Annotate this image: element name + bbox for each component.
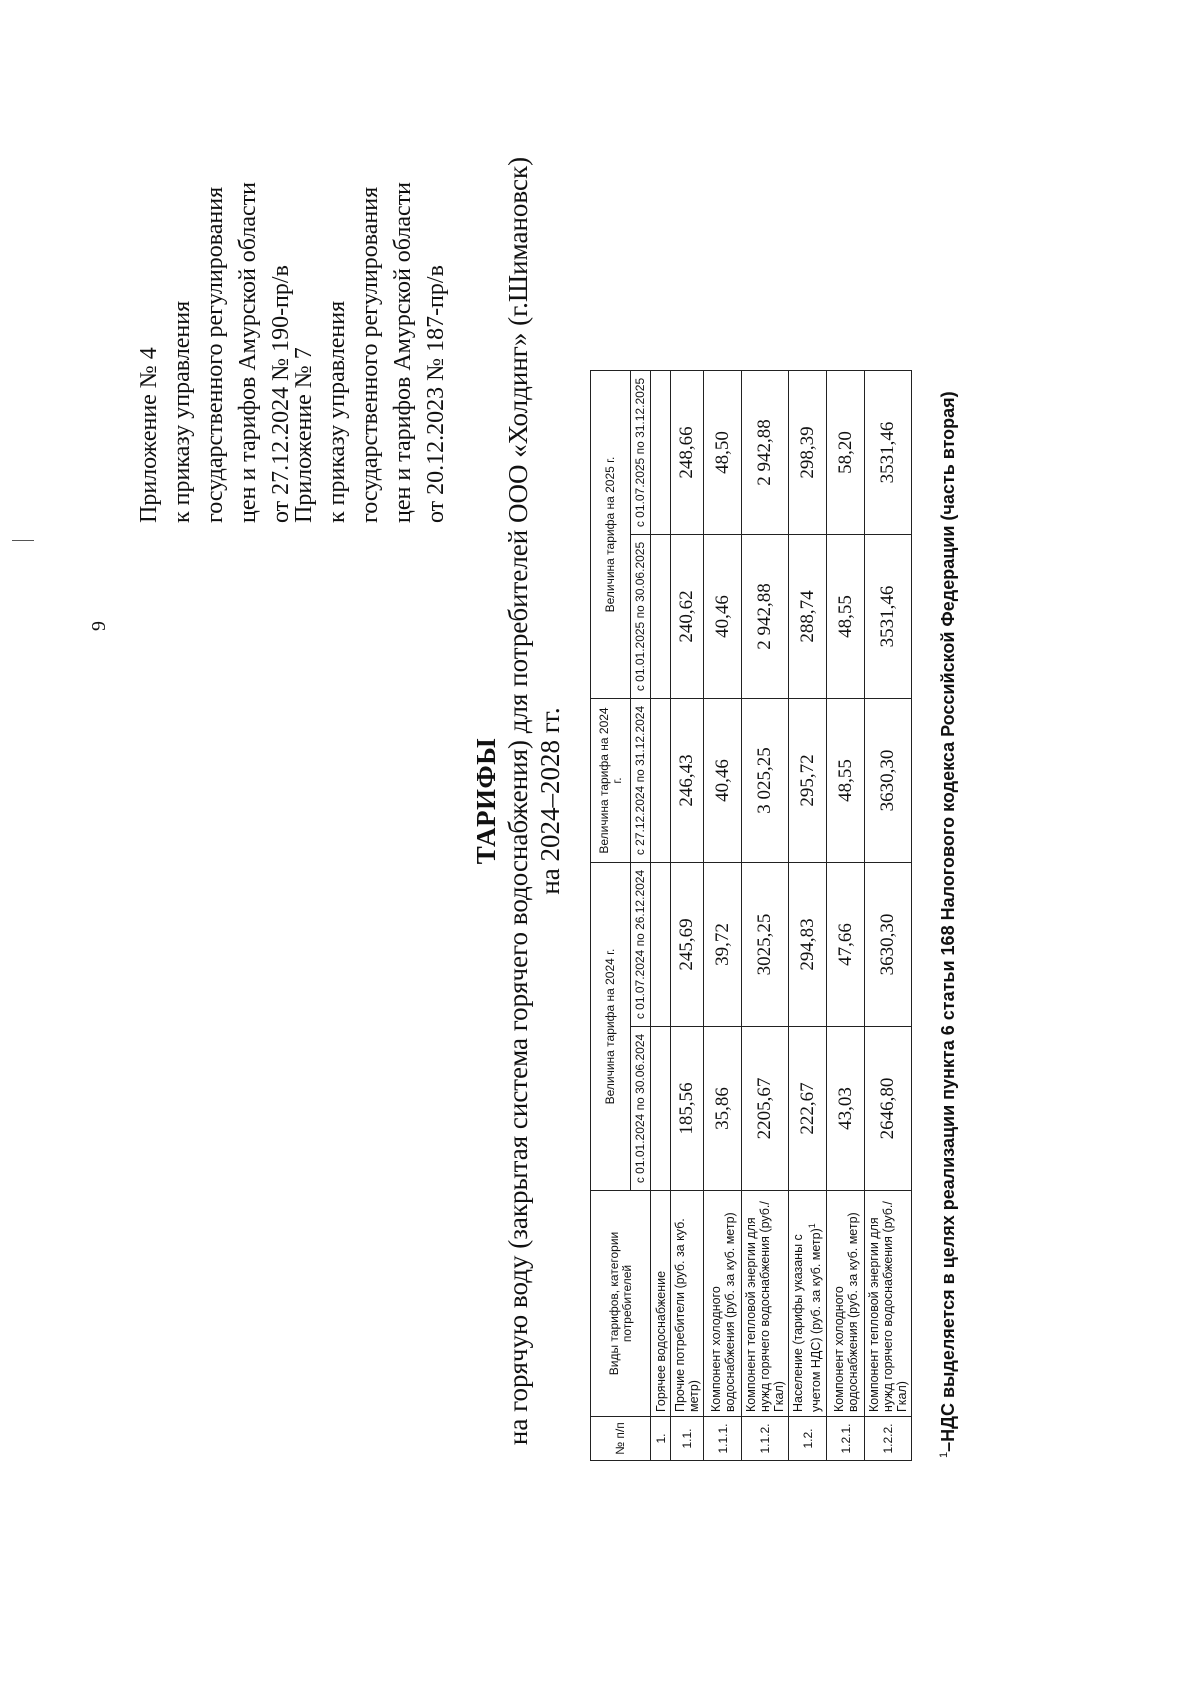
footnote-mark: 1: [938, 1451, 950, 1458]
tariff-cell: 58,20: [827, 371, 865, 535]
row-label: Прочие потребители (руб. за куб. метр): [671, 1191, 704, 1417]
tariff-cell: [651, 699, 671, 863]
row-label: Компонент тепловой энергии для нужд горячего водоснабжения (руб./Гкал): [865, 1191, 912, 1417]
tariff-cell: 48,55: [827, 535, 865, 699]
footnote-marker: 1: [807, 1223, 818, 1229]
tariff-cell: [651, 371, 671, 535]
tariff-cell: 248,66: [671, 371, 704, 535]
tariff-cell: 185,56: [671, 1027, 704, 1191]
appendix-line: от 20.12.2023 № 187-пр/в: [423, 265, 449, 523]
row-number: 1.1.1.: [704, 1417, 742, 1461]
header-group-2024-a: Величина тарифа на 2024 г.: [591, 863, 631, 1191]
table-row: [671, 371, 704, 1461]
header-period: с 01.07.2025 по 31.12.2025: [631, 371, 651, 535]
tariff-cell: 245,69: [671, 863, 704, 1027]
title-subtitle: на горячую воду (закрытая система горячего водоснабжения) для потребителей ООО «Холдинг» (г.Шимановск): [503, 156, 533, 1446]
row-label: Население (тарифы указаны с учетом НДС) (руб. за куб. метр): [791, 1228, 824, 1412]
appendix-line: к приказу управления: [324, 300, 350, 523]
row-number: 1.: [651, 1417, 671, 1461]
tariff-cell: 295,72: [789, 699, 827, 863]
tariff-cell: 2 942,88: [742, 371, 789, 535]
tariff-cell: 3025,25: [742, 863, 789, 1027]
header-group-2025: Величина тарифа на 2025 г.: [591, 371, 631, 699]
row-number: 1.2.2.: [865, 1417, 912, 1461]
tariff-cell: [651, 863, 671, 1027]
appendix-line: цен и тарифов Амурской области: [390, 181, 416, 523]
table-row: [827, 371, 865, 1461]
page-number: 9: [88, 621, 110, 631]
tariff-cell: 40,46: [704, 699, 742, 863]
tariff-cell: 3630,30: [865, 863, 912, 1027]
tariff-cell: 39,72: [704, 863, 742, 1027]
tariff-cell: 48,50: [704, 371, 742, 535]
tariff-cell: 3 025,25: [742, 699, 789, 863]
table-row: [651, 371, 671, 1461]
margin-mark: [12, 540, 34, 541]
table-row: [789, 371, 827, 1461]
tariff-cell: 2205,67: [742, 1027, 789, 1191]
header-period: с 01.01.2024 по 30.06.2024: [631, 1027, 651, 1191]
header-group-2024-b: Величина тарифа на 2024 г.: [591, 699, 631, 863]
tariff-cell: 240,62: [671, 535, 704, 699]
tariff-cell: 294,83: [789, 863, 827, 1027]
appendix-line: государственного регулирования: [357, 186, 383, 523]
tariff-cell: [651, 535, 671, 699]
header-category: Виды тарифов, категории потребителей: [591, 1191, 651, 1417]
row-number: 1.1.2.: [742, 1417, 789, 1461]
row-label: Компонент холодного водоснабжения (руб. за куб. метр): [704, 1191, 742, 1417]
header-number: № п/п: [591, 1417, 651, 1461]
tariff-cell: 48,55: [827, 699, 865, 863]
tariff-cell: 2 942,88: [742, 535, 789, 699]
tariff-cell: 3531,46: [865, 371, 912, 535]
tariff-cell: 3630,30: [865, 699, 912, 863]
table-row: [704, 371, 742, 1461]
row-number: 1.1.: [671, 1417, 704, 1461]
tariff-cell: 3531,46: [865, 535, 912, 699]
table-row: [865, 371, 912, 1461]
tariff-cell: 2646,80: [865, 1027, 912, 1191]
row-number: 1.2.1.: [827, 1417, 865, 1461]
tariff-table: [590, 370, 912, 1461]
tariff-cell: 47,66: [827, 863, 865, 1027]
appendix-line: от 27.12.2024 № 190-пр/в: [268, 265, 294, 523]
title-period: на 2024–2028 гг.: [535, 707, 565, 895]
title-main: ТАРИФЫ: [471, 737, 501, 865]
header-period: с 27.12.2024 по 31.12.2024: [631, 699, 651, 863]
appendix-line: Приложение № 7: [291, 347, 317, 523]
document-title: [470, 61, 566, 1541]
tariff-cell: 40,46: [704, 535, 742, 699]
tariff-cell: 246,43: [671, 699, 704, 863]
appendix-block-current: [133, 182, 298, 523]
tariff-cell: 298,39: [789, 371, 827, 535]
table-row: [742, 371, 789, 1461]
appendix-line: государственного регулирования: [202, 186, 228, 523]
row-label: Компонент тепловой энергии для нужд горячего водоснабжения (руб./Гкал): [742, 1191, 789, 1417]
footnote: [938, 391, 959, 1458]
tariff-cell: 43,03: [827, 1027, 865, 1191]
tariff-cell: [651, 1027, 671, 1191]
appendix-line: к приказу управления: [169, 300, 195, 523]
appendix-block-previous: [288, 182, 453, 523]
tariff-cell: 35,86: [704, 1027, 742, 1191]
header-period: с 01.01.2025 по 30.06.2025: [631, 535, 651, 699]
tariff-cell: 222,67: [789, 1027, 827, 1191]
appendix-line: Приложение № 4: [136, 347, 162, 523]
row-label: Горячее водоснабжение: [651, 1191, 671, 1417]
row-label: Компонент холодного водоснабжения (руб. за куб. метр): [827, 1191, 865, 1417]
row-number: 1.2.: [789, 1417, 827, 1461]
footnote-text: –НДС выделяется в целях реализации пункта 6 статьи 168 Налогового кодекса Российской Федерации (часть вторая): [938, 391, 958, 1452]
header-period: с 01.07.2024 по 26.12.2024: [631, 863, 651, 1027]
appendix-line: цен и тарифов Амурской области: [235, 181, 261, 523]
row-label-with-footnote: [789, 1191, 827, 1417]
tariff-cell: 288,74: [789, 535, 827, 699]
